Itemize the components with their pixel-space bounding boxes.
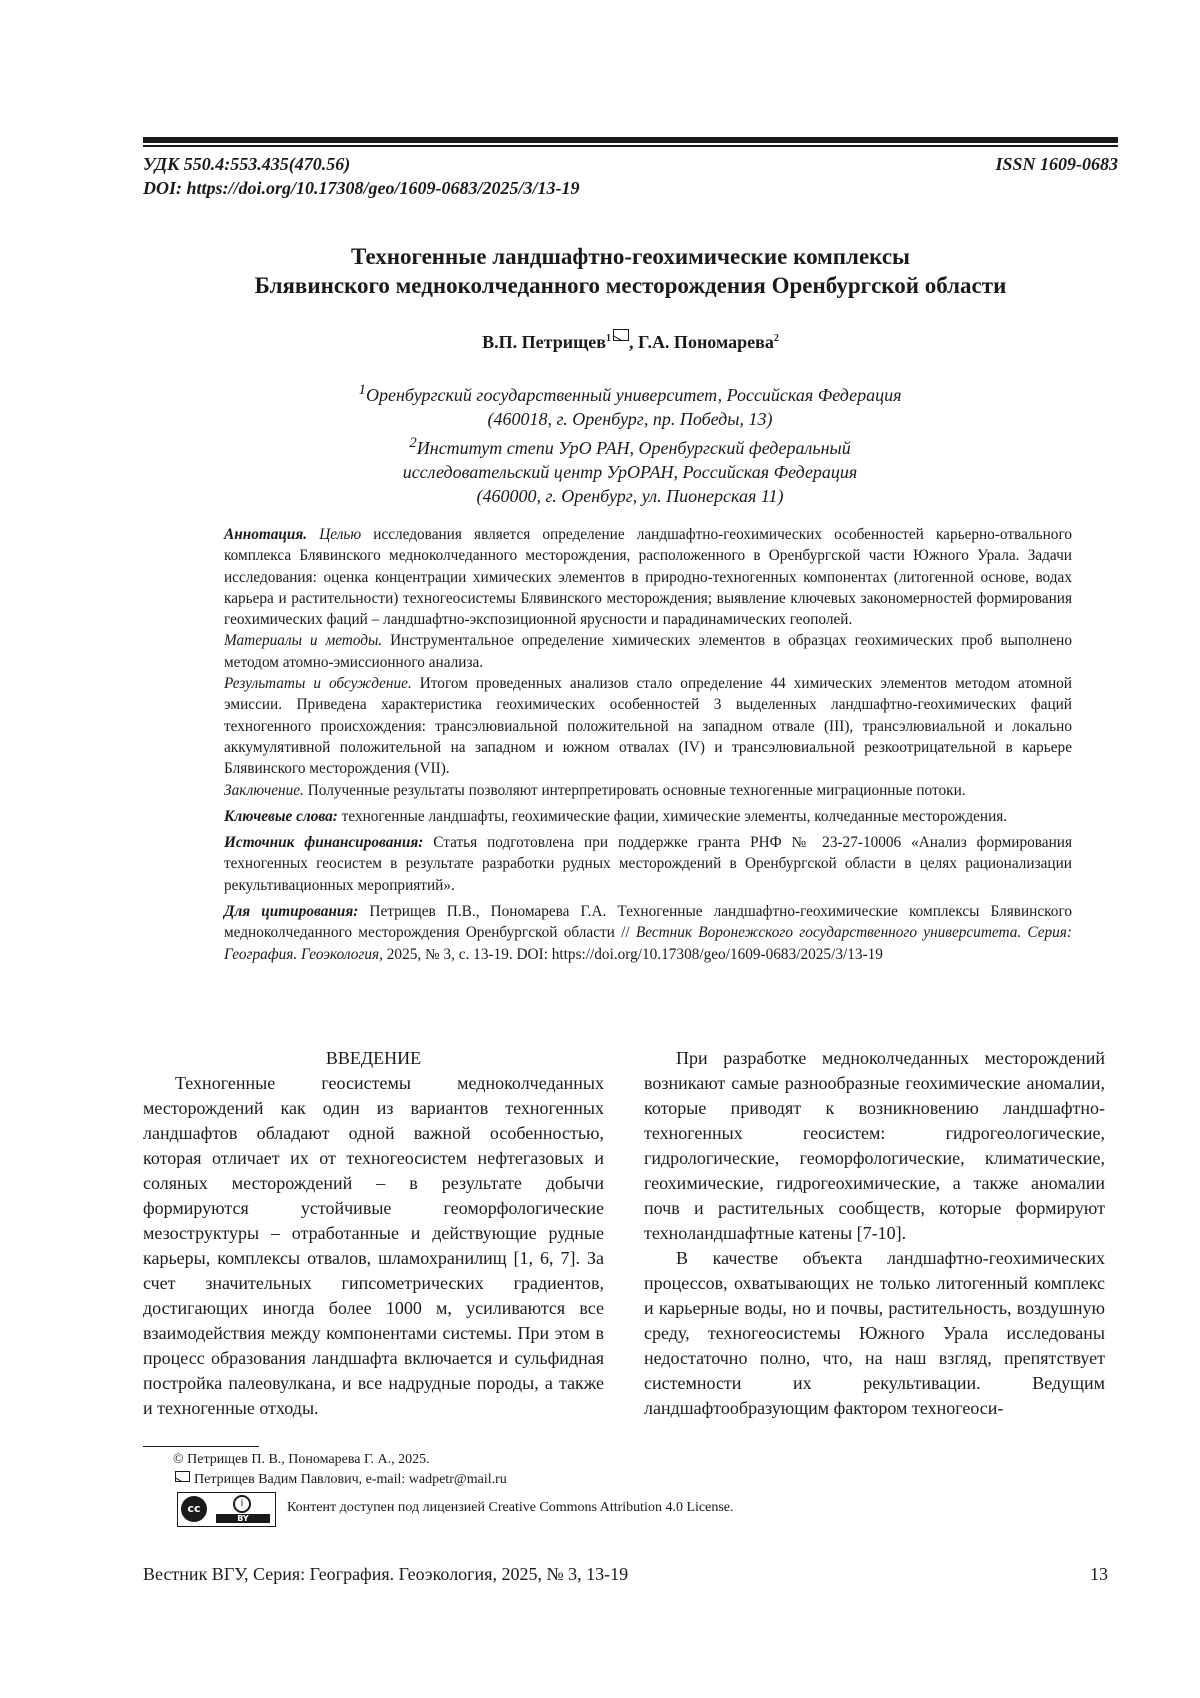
footnote-rule bbox=[143, 1446, 259, 1447]
affiliation-line: $^2$Институт степи УрО РАН, Оренбургский федеральный bbox=[409, 435, 851, 458]
author-1: В.П. Петрищев bbox=[482, 332, 607, 352]
issn: ISSN 1609-0683 bbox=[995, 154, 1118, 174]
title-line-1: Техногенные ландшафтно-геохимические комплексы bbox=[350, 244, 911, 269]
article-title bbox=[143, 242, 1118, 300]
affiliation-line: $^1$Оренбургский государственный университет, Российская Федерация bbox=[358, 382, 902, 405]
doi-link[interactable]: DOI: https://doi.org/10.17308/geo/1609-0683/2025/3/13-19 bbox=[143, 178, 580, 198]
section-heading: ВВЕДЕНИЕ bbox=[325, 1048, 422, 1068]
conclusion-paragraph: Заключение. Полученные результаты позволяют интерпретировать основные техногенные миграционные потоки. bbox=[224, 781, 966, 799]
body-column-left bbox=[143, 1046, 604, 1421]
methods-paragraph: Материалы и методы. Инструментальное определение химических элементов в образцах геохимических проб выполнено методом атомно-эмиссионного анализа. bbox=[224, 632, 1072, 671]
affiliation-line: (460018, г. Оренбург, пр. Победы, 13) bbox=[487, 409, 773, 429]
udk-code: УДК 550.4:553.435(470.56) bbox=[143, 154, 351, 174]
affiliations bbox=[260, 378, 1000, 508]
citation-paragraph: Для цитирования: Петрищев П.В., Пономарева Г.А. Техногенные ландшафтно-геохимические комплексы Блявинского медноколчеданного месторождения Оренбургской области // Вестник Воронежского государственного университета. Серия: География. Геоэкология, 2025, № 3, с. 13-19. DOI: https://doi.org/10.17308/geo/1609-0683/2025/3/13-19 bbox=[224, 903, 1073, 963]
keywords-paragraph: Ключевые слова: техногенные ландшафты, геохимические фации, химические элементы, колчеданные месторождения. bbox=[224, 807, 1008, 825]
envelope-icon bbox=[175, 1471, 190, 1482]
annotation-paragraph: Аннотация. Целью исследования является определение ландшафтно-геохимических особенностей карьерно-отвального комплекса Блявинского медноколчеданного месторождения, расположенного в Оренбургской части Южного Урала. Задачи исследования: оценка концентрации химических элементов в природно-техногенных компонентах (литогенной основе, водах карьера и растительности) техногеосистемы Блявинского месторождения; выявление ключевых закономерностей формирования геохимических фаций – ландшафтно-экспозиционной ярусности и парадинамических геополей. bbox=[224, 526, 1072, 629]
author-separator: , bbox=[629, 332, 639, 352]
authors bbox=[143, 332, 1118, 353]
envelope-icon bbox=[613, 329, 629, 341]
header-rule-thin bbox=[143, 145, 1118, 147]
body-paragraph: При разработке медноколчеданных месторождений возникают самые разнообразные геохимические аномалии, которые приводят к возникновению ландшафтно-техногенных геосистем: гидрогеологические, гидрологические, геоморфологические, климатические, геохимические, гидрогеохимические, а также аномалии почв и растительных сообществ, которые формируют технoландшафтные катены [7-10]. bbox=[644, 1048, 1105, 1243]
body-column-right bbox=[644, 1046, 1105, 1421]
by-icon bbox=[216, 1495, 270, 1523]
results-paragraph: Результаты и обсуждение. Итогом проведенных анализов стало определение 44 химических элементов методом атомной эмиссии. Приведена характеристика геохимических особенностей 3 выделенных ландшафтно-геохимических фаций техногенного происхождения: трансэлювиальной положительной на западном отвале (III), трансэлювиальной и локально аккумулятивной положительной на западном и южном отвалах (IV) и трансэлювиальной резкоотрицательной в карьере Блявинского месторождения (VII). bbox=[224, 675, 1072, 778]
author-2: Г.А. Пономарева bbox=[638, 332, 774, 352]
copyright-note: © Петрищев П. В., Пономарева Г. А., 2025. bbox=[173, 1452, 430, 1467]
body-paragraph: Техногенные геосистемы медноколчеданных месторождений как один из вариантов техногенных ландшафтов обладают одной важной особенностью, которая отличает их от техногеосистем нефтегазовых и соляных месторождений – в результате добычи формируются устойчивые геоморфологические мезоструктуры – отработанные и действующие рудные карьеры, комплексы отвалов, шламохранилищ [1, 6, 7]. За счет значительных гипсометрических градиентов, достигающих иногда более 1000 м, усиливаются все взаимодействия между компонентами системы. При этом в процесс образования ландшафта включается и сульфидная постройка палеовулкана, и все надрудные породы, а также и техногенные отходы. bbox=[143, 1073, 604, 1418]
license-note: Контент доступен под лицензией Creative Commons Attribution 4.0 License. bbox=[287, 1500, 734, 1515]
cc-icon: cc bbox=[181, 1496, 207, 1522]
by-label: BY bbox=[216, 1514, 270, 1523]
author-1-affil-sup: 1 bbox=[606, 333, 612, 344]
cc-by-badge[interactable] bbox=[177, 1492, 276, 1527]
affiliation-line: исследовательский центр УрОРАН, Российская Федерация bbox=[402, 462, 858, 482]
journal-footer: Вестник ВГУ, Серия: География. Геоэкология, 2025, № 3, 13-19 bbox=[143, 1564, 629, 1584]
funding-paragraph: Источник финансирования: Статья подготовлена при поддержке гранта РНФ № 23-27-10006 «Анализ формирования техногенных геосистем в результате разработки рудных месторождений в Оренбургской области в целях рационализации рекультивационных мероприятий». bbox=[224, 834, 1072, 894]
body-paragraph: В качестве объекта ландшафтно-геохимических процессов, охватывающих не только литогенный комплекс и карьерные воды, но и почвы, растительность, воздушную среду, техногеосистемы Южного Урала исследованы недостаточно полно, что, на наш взгляд, препятствует системности их рекультивации. Ведущим ландшафтообразующим фактором техногеоси- bbox=[644, 1248, 1105, 1418]
author-2-affil-sup: 2 bbox=[773, 333, 779, 344]
attribution-person-icon: i bbox=[233, 1495, 251, 1513]
page-number: 13 bbox=[1090, 1564, 1108, 1584]
affiliation-line: (460000, г. Оренбург, ул. Пионерская 11) bbox=[476, 486, 784, 506]
header-rule-thick bbox=[143, 137, 1118, 143]
email-note: Петрищев Вадим Павлович, e-mail: wadpetr@mail.ru bbox=[173, 1472, 507, 1488]
abstract-block bbox=[224, 524, 1072, 965]
title-line-2: Блявинского медноколчеданного месторождения Оренбургской области bbox=[254, 273, 1007, 298]
